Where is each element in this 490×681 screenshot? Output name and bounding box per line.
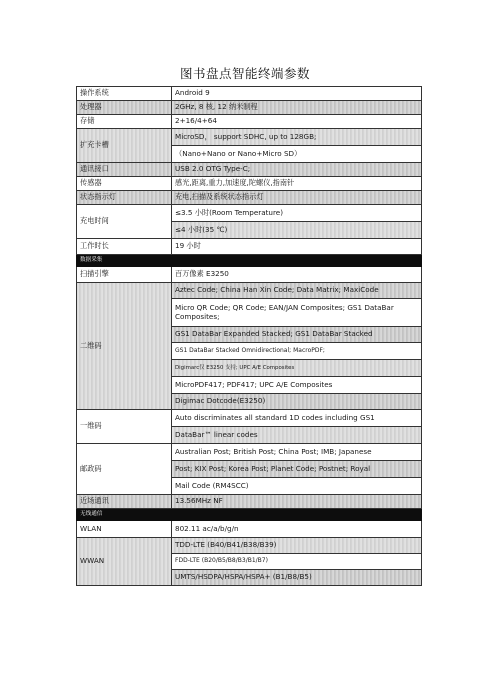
row-label: WLAN [77, 521, 172, 538]
row-value: FDD-LTE (B20/B5/B8/B3/B1/B7) [172, 554, 422, 570]
row-value: Digimarc仅 E3250 支持; UPC A/E Composites [172, 360, 422, 377]
table-row [77, 538, 422, 554]
row-label: 二维码 [77, 283, 172, 410]
row-value: ≤3.5 小时(Room Temperature) [172, 205, 422, 222]
table-row [77, 177, 422, 191]
row-value: MicroPDF417; PDF417; UPC A/E Composites [172, 377, 422, 394]
row-label: 邮政码 [77, 444, 172, 495]
row-value: Post; KIX Post; Korea Post; Planet Code; Postnet; Royal [172, 461, 422, 478]
table-row [77, 191, 422, 205]
table-row [77, 205, 422, 222]
table-row [77, 163, 422, 177]
row-label: 传感器 [77, 177, 172, 191]
row-value: 19 小时 [172, 239, 422, 255]
row-label: WWAN [77, 538, 172, 586]
section-header-wireless [77, 509, 422, 521]
row-value: 13.56MHz NF [172, 495, 422, 509]
table-row [77, 239, 422, 255]
table-row [77, 115, 422, 129]
row-value: 2+16/4+64 [172, 115, 422, 129]
table-row [77, 87, 422, 101]
row-value: TDD-LTE (B40/B41/B38/B39) [172, 538, 422, 554]
row-value: Mail Code (RM4SCC) [172, 478, 422, 495]
row-value: （Nano+Nano or Nano+Micro SD） [172, 146, 422, 163]
table-row [77, 267, 422, 283]
row-value: 2GHz, 8 核, 12 纳米制程 [172, 101, 422, 115]
row-value: GS1 DataBar Stacked Omnidirectional; MacroPDF; [172, 343, 422, 360]
row-value: Digimac Dotcode(E3250) [172, 394, 422, 410]
row-label: 状态指示灯 [77, 191, 172, 205]
table-row [77, 495, 422, 509]
table-row [77, 521, 422, 538]
row-value: 充电,扫描及系统状态指示灯 [172, 191, 422, 205]
spec-table [76, 86, 422, 586]
table-row [77, 410, 422, 427]
row-value: UMTS/HSDPA/HSPA/HSPA+ (B1/B8/B5) [172, 570, 422, 586]
row-value: Micro QR Code; QR Code; EAN/JAN Composites; GS1 DataBar Composites; [172, 299, 422, 327]
row-value: 百万像素 E3250 [172, 267, 422, 283]
row-label: 操作系统 [77, 87, 172, 101]
row-value: USB 2.0 OTG Type-C; [172, 163, 422, 177]
table-row [77, 444, 422, 461]
table-row [77, 283, 422, 299]
section-header-data-capture [77, 255, 422, 267]
row-value: MicroSD， support SDHC, up to 128GB; [172, 129, 422, 146]
row-value: Auto discriminates all standard 1D codes including GS1 [172, 410, 422, 427]
row-value: GS1 DataBar Expanded Stacked; GS1 DataBar Stacked [172, 327, 422, 343]
row-label: 一维码 [77, 410, 172, 444]
row-label: 扫描引擎 [77, 267, 172, 283]
row-label: 扩充卡槽 [77, 129, 172, 163]
row-value: 802.11 ac/a/b/g/n [172, 521, 422, 538]
row-value: 感光,距离,重力,加速度,陀螺仪,指南针 [172, 177, 422, 191]
document-title: 图书盘点智能终端参数 [179, 66, 310, 81]
row-value: DataBar™ linear codes [172, 427, 422, 444]
row-label: 近场通讯 [77, 495, 172, 509]
section-title: 数据采集 [77, 255, 422, 267]
row-label: 工作时长 [77, 239, 172, 255]
table-row [77, 101, 422, 115]
row-label: 存储 [77, 115, 172, 129]
row-label: 充电时间 [77, 205, 172, 239]
row-value: Aztec Code; China Han Xin Code; Data Matrix; MaxiCode [172, 283, 422, 299]
row-label: 处理器 [77, 101, 172, 115]
section-title: 无线通信 [77, 509, 422, 521]
row-value: ≤4 小时(35 ℃) [172, 222, 422, 239]
table-row [77, 129, 422, 146]
row-label: 通讯接口 [77, 163, 172, 177]
row-value: Australian Post; British Post; China Post; IMB; Japanese [172, 444, 422, 461]
row-value: Android 9 [172, 87, 422, 101]
